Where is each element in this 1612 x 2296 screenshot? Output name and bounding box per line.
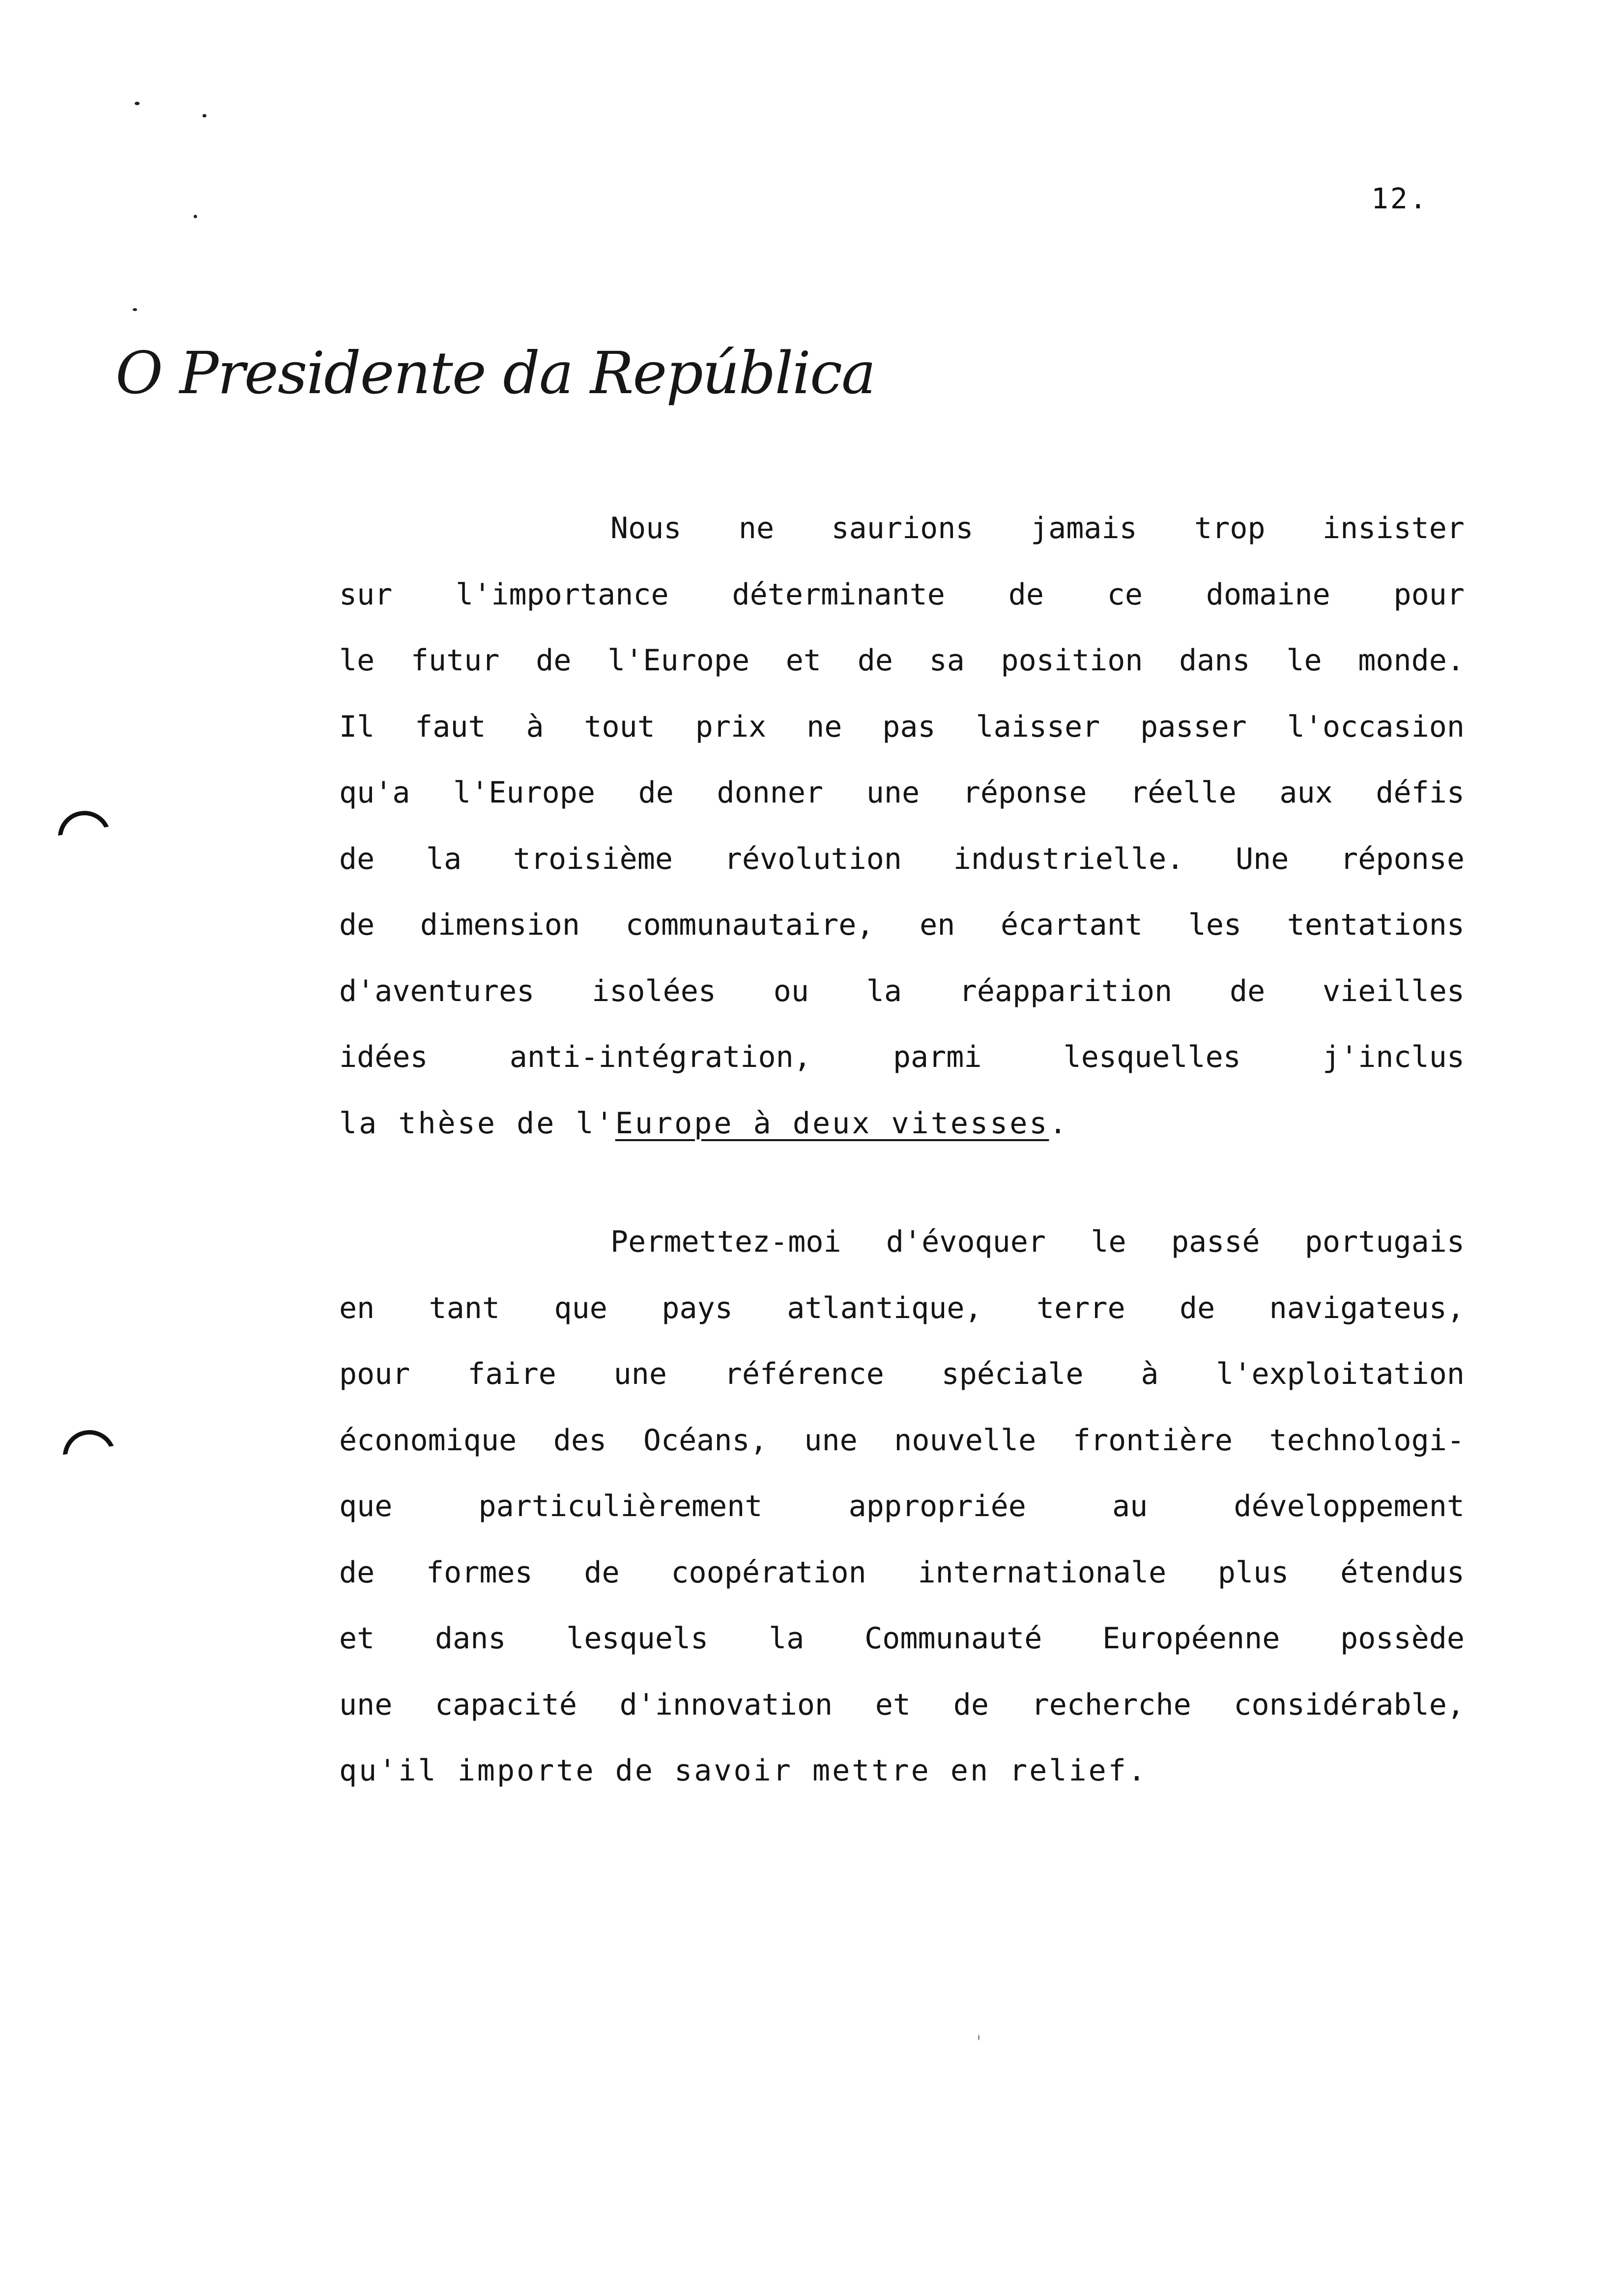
letterhead-logo (115, 339, 875, 407)
page-number: 12. (1371, 182, 1429, 215)
text-fragment: la thèse de l' (339, 1106, 615, 1141)
scan-speck (135, 102, 140, 105)
scan-speck (202, 114, 206, 117)
paragraph-2 (339, 1209, 1465, 1804)
punch-hole-mark (58, 1426, 120, 1487)
text-line: de la troisième révolution industrielle. Une réponse (339, 841, 1465, 876)
text-line: de dimension communautaire, en écartant les tentations (339, 908, 1465, 942)
text-line: pour faire une référence spéciale à l'exploitation (339, 1357, 1465, 1391)
text-line: Il faut à tout prix ne pas laisser passer l'occasion (339, 709, 1465, 744)
scan-speck (978, 2035, 979, 2040)
text-line: que particulièrement appropriée au développement (339, 1489, 1465, 1523)
text-line: de formes de coopération internationale plus étendus (339, 1555, 1465, 1590)
text-line: le futur de l'Europe et de sa position dans le monde. (339, 643, 1465, 678)
text-line: Permettez-moi d'évoquer le passé portugais (610, 1225, 1465, 1259)
text-line: et dans lesquels la Communauté Européenne possède (339, 1621, 1465, 1656)
text-line: sur l'importance déterminante de ce domaine pour (339, 577, 1465, 612)
text-line: en tant que pays atlantique, terre de navigateus, (339, 1291, 1465, 1325)
text-line: économique des Océans, une nouvelle frontière technologi- (339, 1423, 1465, 1458)
text-line: d'aventures isolées ou la réapparition de vieilles (339, 974, 1465, 1008)
text-fragment: . (1049, 1106, 1069, 1141)
text-line-last (339, 1091, 1465, 1157)
punch-hole-mark (54, 806, 115, 868)
text-line: qu'a l'Europe de donner une réponse réelle aux défis (339, 775, 1465, 810)
paragraph-1 (339, 495, 1465, 1156)
text-line: Nous ne saurions jamais trop insister (610, 511, 1465, 545)
text-line: idées anti-intégration, parmi lesquelles j'inclus (339, 1040, 1465, 1074)
underlined-phrase: Europe à deux vitesses (615, 1106, 1049, 1141)
text-line-last: qu'il importe de savoir mettre en relief. (339, 1753, 1148, 1788)
text-line: une capacité d'innovation et de recherche considérable, (339, 1687, 1465, 1722)
scan-speck (133, 308, 137, 311)
scan-speck (194, 215, 197, 218)
letterhead-text: O Presidente da República (115, 339, 875, 407)
